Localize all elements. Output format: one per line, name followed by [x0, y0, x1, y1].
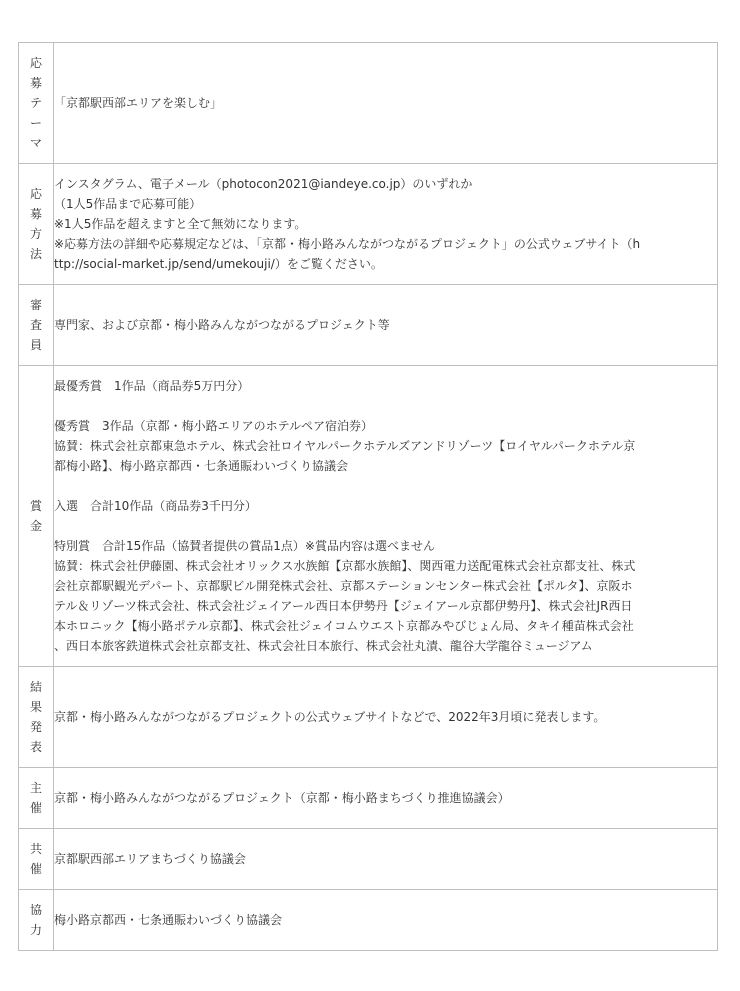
row-value-results: [54, 667, 718, 768]
row-judges: [19, 285, 718, 366]
row-value-method: [54, 164, 718, 285]
row-label-char: 審: [29, 298, 42, 312]
row-label-results: [19, 667, 54, 768]
row-value-judges: [54, 285, 718, 366]
row-label-char: 賞: [29, 499, 42, 513]
row-label-char: 方: [29, 227, 42, 241]
row-label-char: マ: [29, 136, 42, 150]
value-line: 最優秀賞 1作品（商品券5万円分）: [54, 379, 250, 393]
row-label-char: 主: [29, 781, 42, 795]
row-method: [19, 164, 718, 285]
value-line: 京都・梅小路みんながつながるプロジェクトの公式ウェブサイトなどで、2022年3月頃に発表します。: [54, 710, 606, 724]
value-line: 専門家、および京都・梅小路みんながつながるプロジェクト等: [54, 318, 390, 332]
row-label-prizes: [19, 366, 54, 667]
value-line: 協賛：株式会社京都東急ホテル、株式会社ロイヤルパークホテルズアンドリゾーツ【ロイヤルパークホテル京: [54, 439, 636, 453]
row-label-char: 共: [29, 842, 42, 856]
value-line: [54, 396, 717, 416]
row-results: [19, 667, 718, 768]
row-label-char: 金: [29, 519, 42, 533]
info-table: [18, 42, 718, 951]
row-label-char: 応: [29, 56, 42, 70]
value-line: 京都・梅小路みんながつながるプロジェクト（京都・梅小路まちづくり推進協議会）: [54, 791, 510, 805]
value-line: 梅小路京都西・七条通賑わいづくり協議会: [54, 913, 283, 927]
row-label-char: 募: [29, 207, 42, 221]
row-value-theme: [54, 43, 718, 164]
row-label-method: [19, 164, 54, 285]
row-label-char: 催: [29, 801, 42, 815]
value-line: 京都駅西部エリアまちづくり協議会: [54, 852, 246, 866]
row-prizes: [19, 366, 718, 667]
row-value-cooperation: [54, 890, 718, 951]
row-label-co-host: [19, 829, 54, 890]
row-label-char: ー: [29, 116, 42, 130]
value-line: 「京都駅西部エリアを楽しむ」: [54, 96, 223, 110]
row-label-char: 募: [29, 76, 42, 90]
value-line: ttp://social-market.jp/send/umekouji/）をご覧ください。: [54, 257, 383, 271]
row-value-co-host: [54, 829, 718, 890]
row-label-cooperation: [19, 890, 54, 951]
value-line: 本ホロニック【梅小路ポテル京都】、株式会社ジェイコムウエスト京都みやびじょん局、タキイ種苗株式会社: [54, 619, 634, 633]
row-label-char: 査: [29, 318, 42, 332]
value-line: [54, 516, 717, 536]
value-line: 特別賞 合計15作品（協賛者提供の賞品1点）※賞品内容は選べません: [54, 539, 435, 553]
row-label-judges: [19, 285, 54, 366]
row-label-char: 協: [29, 903, 42, 917]
row-cooperation: [19, 890, 718, 951]
value-line: テル＆リゾーツ株式会社、株式会社ジェイアール西日本伊勢丹【ジェイアール京都伊勢丹】、株式会社JR西日: [54, 599, 633, 613]
value-line: 、西日本旅客鉄道株式会社京都支社、株式会社日本旅行、株式会社丸漬、龍谷大学龍谷ミュージアム: [54, 639, 593, 653]
row-label-char: 表: [29, 740, 42, 754]
value-line: ※応募方法の詳細や応募規定などは、「京都・梅小路みんながつながるプロジェクト」の公式ウェブサイト（h: [54, 237, 641, 251]
info-table-body: [19, 43, 718, 951]
row-label-char: 応: [29, 187, 42, 201]
row-value-prizes: [54, 366, 718, 667]
row-label-organizer: [19, 768, 54, 829]
row-label-char: 法: [29, 247, 42, 261]
row-label-char: 結: [29, 680, 42, 694]
value-line: （1人5作品まで応募可能）: [54, 197, 202, 211]
value-line: インスタグラム、電子メール（photocon2021@iandeye.co.jp）のいずれか: [54, 177, 473, 191]
row-label-char: 発: [29, 720, 42, 734]
value-line: 都梅小路】、梅小路京都西・七条通賑わいづくり協議会: [54, 459, 349, 473]
value-line: 入選 合計10作品（商品券3千円分）: [54, 499, 257, 513]
value-line: [54, 476, 717, 496]
value-line: ※1人5作品を超えますと全て無効になります。: [54, 217, 307, 231]
value-line: 優秀賞 3作品（京都・梅小路エリアのホテルペア宿泊券）: [54, 419, 374, 433]
row-label-char: 果: [29, 700, 42, 714]
row-label-theme: [19, 43, 54, 164]
row-label-char: 員: [29, 338, 42, 352]
row-theme: [19, 43, 718, 164]
row-label-char: 力: [29, 923, 42, 937]
row-label-char: 催: [29, 862, 42, 876]
row-value-organizer: [54, 768, 718, 829]
value-line: 会社京都駅観光デパート、京都駅ビル開発株式会社、京都ステーションセンター株式会社【ポルタ】、京阪ホ: [54, 579, 633, 593]
row-co-host: [19, 829, 718, 890]
value-line: 協賛：株式会社伊藤園、株式会社オリックス水族館【京都水族館】、関西電力送配電株式会社京都支社、株式: [54, 559, 636, 573]
row-label-char: テ: [29, 96, 42, 110]
row-organizer: [19, 768, 718, 829]
